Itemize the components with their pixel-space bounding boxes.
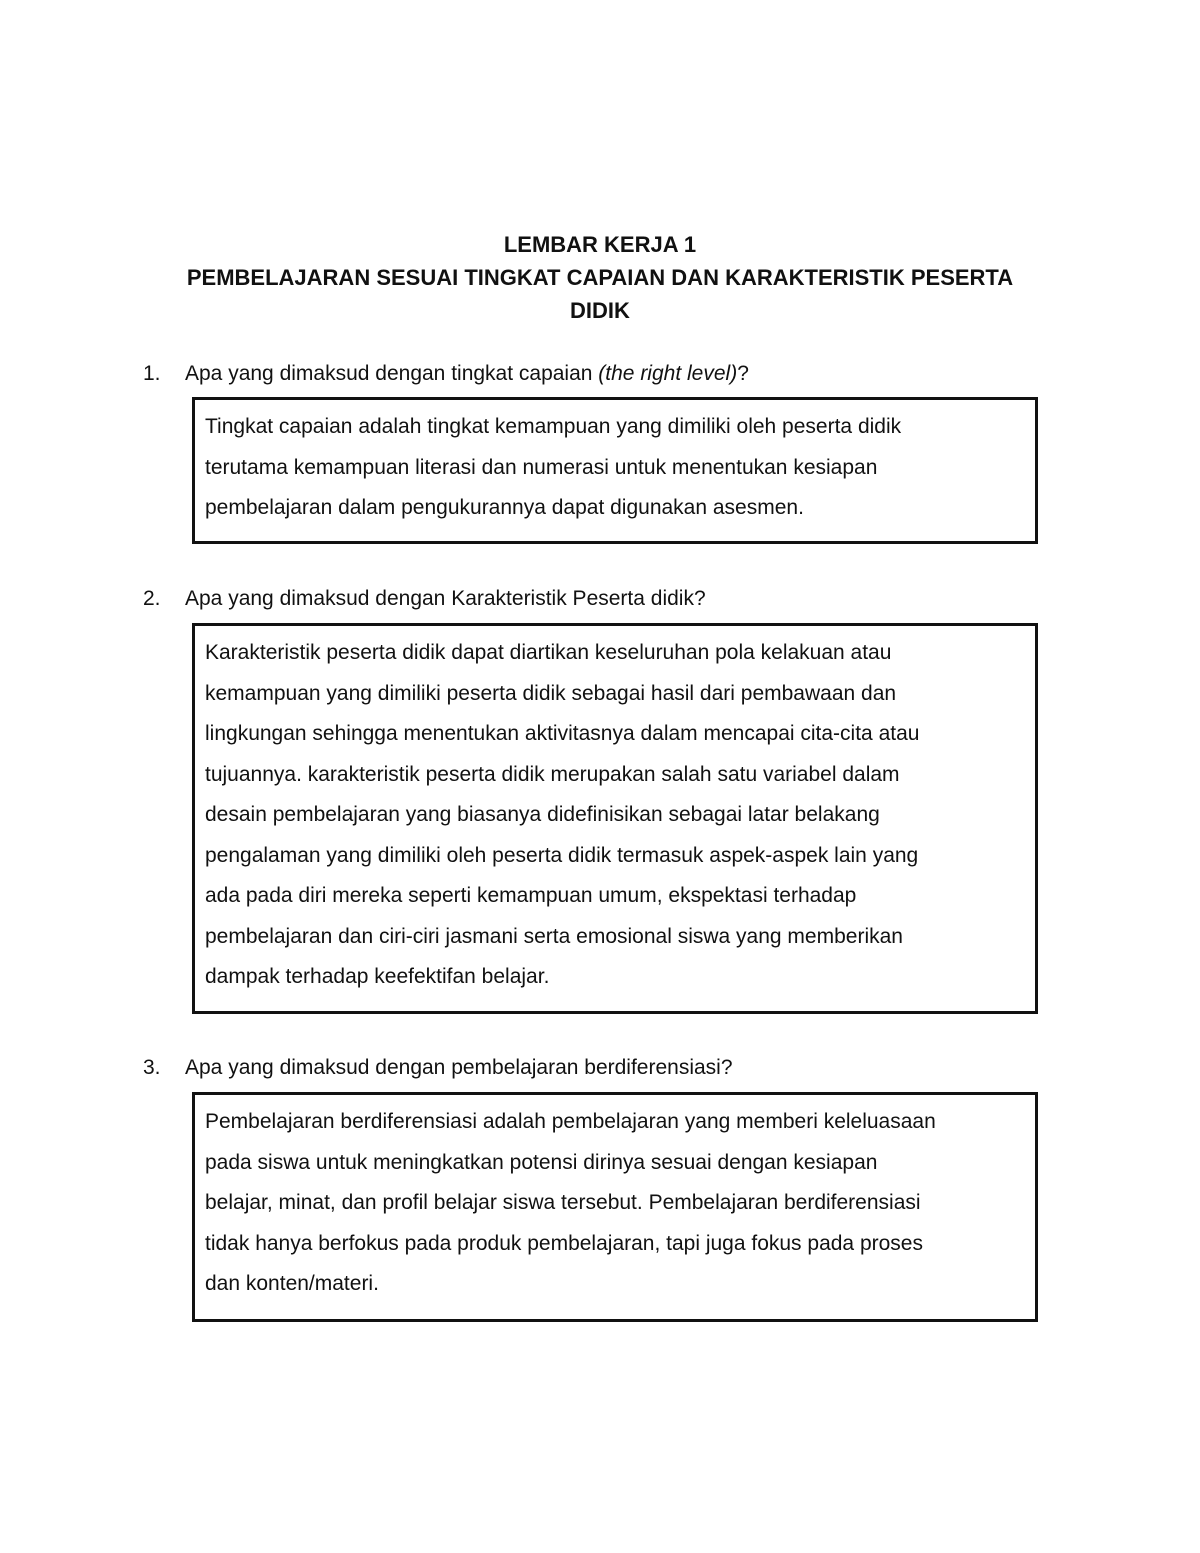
answer-line: Tingkat capaian adalah tingkat kemampuan yang dimiliki oleh peserta didik (205, 415, 902, 438)
answer-line: tidak hanya berfokus pada produk pembelajaran, tapi juga fokus pada proses (205, 1231, 923, 1255)
answer-line: Karakteristik peserta didik dapat diartikan keseluruhan pola kelakuan atau (205, 641, 892, 664)
answer-line: pembelajaran dan ciri-ciri jasmani serta emosional siswa yang memberikan (205, 924, 903, 948)
answer-box-2 (192, 623, 1038, 1014)
answer-line: pada siswa untuk meningkatkan potensi dirinya sesuai dengan kesiapan (205, 1150, 878, 1174)
question-text: Apa yang dimaksud dengan Karakteristik Peserta didik? (185, 587, 706, 610)
answer-line: desain pembelajaran yang biasanya didefinisikan sebagai latar belakang (205, 803, 880, 826)
answer-line: belajar, minat, dan profil belajar siswa tersebut. Pembelajaran berdiferensiasi (205, 1191, 921, 1214)
worksheet-title (130, 228, 1070, 327)
title-line-1: LEMBAR KERJA 1 (503, 232, 697, 257)
answer-line: pengalaman yang dimiliki oleh peserta didik termasuk aspek-aspek lain yang (205, 843, 919, 867)
question-number: 3. (143, 1056, 161, 1079)
title-line-2: PEMBELAJARAN SESUAI TINGKAT CAPAIAN DAN KARAKTERISTIK PESERTA (186, 265, 1014, 290)
answer-line: pembelajaran dalam pengukurannya dapat digunakan asesmen. (205, 496, 804, 519)
question-suffix: ? (737, 362, 749, 385)
question-3 (143, 1053, 1043, 1083)
answer-line: lingkungan sehingga menentukan aktivitasnya dalam mencapai cita-cita atau (205, 722, 920, 745)
answer-box-1 (192, 397, 1038, 544)
title-line-3: DIDIK (570, 298, 630, 323)
question-emphasis: (the right level) (598, 362, 738, 385)
question-2 (143, 584, 1043, 614)
answer-line: terutama kemampuan literasi dan numerasi untuk menentukan kesiapan (205, 455, 878, 479)
question-number: 1. (143, 362, 161, 385)
answer-line: dampak terhadap keefektifan belajar. (205, 965, 550, 988)
answer-line: tujuannya. karakteristik peserta didik merupakan salah satu variabel dalam (205, 762, 900, 786)
answer-line: kemampuan yang dimiliki peserta didik sebagai hasil dari pembawaan dan (205, 681, 897, 705)
question-number: 2. (143, 587, 161, 610)
answer-box-3 (192, 1092, 1038, 1322)
question-text: Apa yang dimaksud dengan tingkat capaian (185, 362, 599, 385)
answer-line: Pembelajaran berdiferensiasi adalah pembelajaran yang memberi keleluasaan (205, 1110, 936, 1133)
answer-line: dan konten/materi. (205, 1272, 379, 1295)
question-text: Apa yang dimaksud dengan pembelajaran berdiferensiasi? (185, 1056, 733, 1079)
question-1 (143, 359, 1043, 389)
answer-line: ada pada diri mereka seperti kemampuan umum, ekspektasi terhadap (205, 884, 857, 907)
